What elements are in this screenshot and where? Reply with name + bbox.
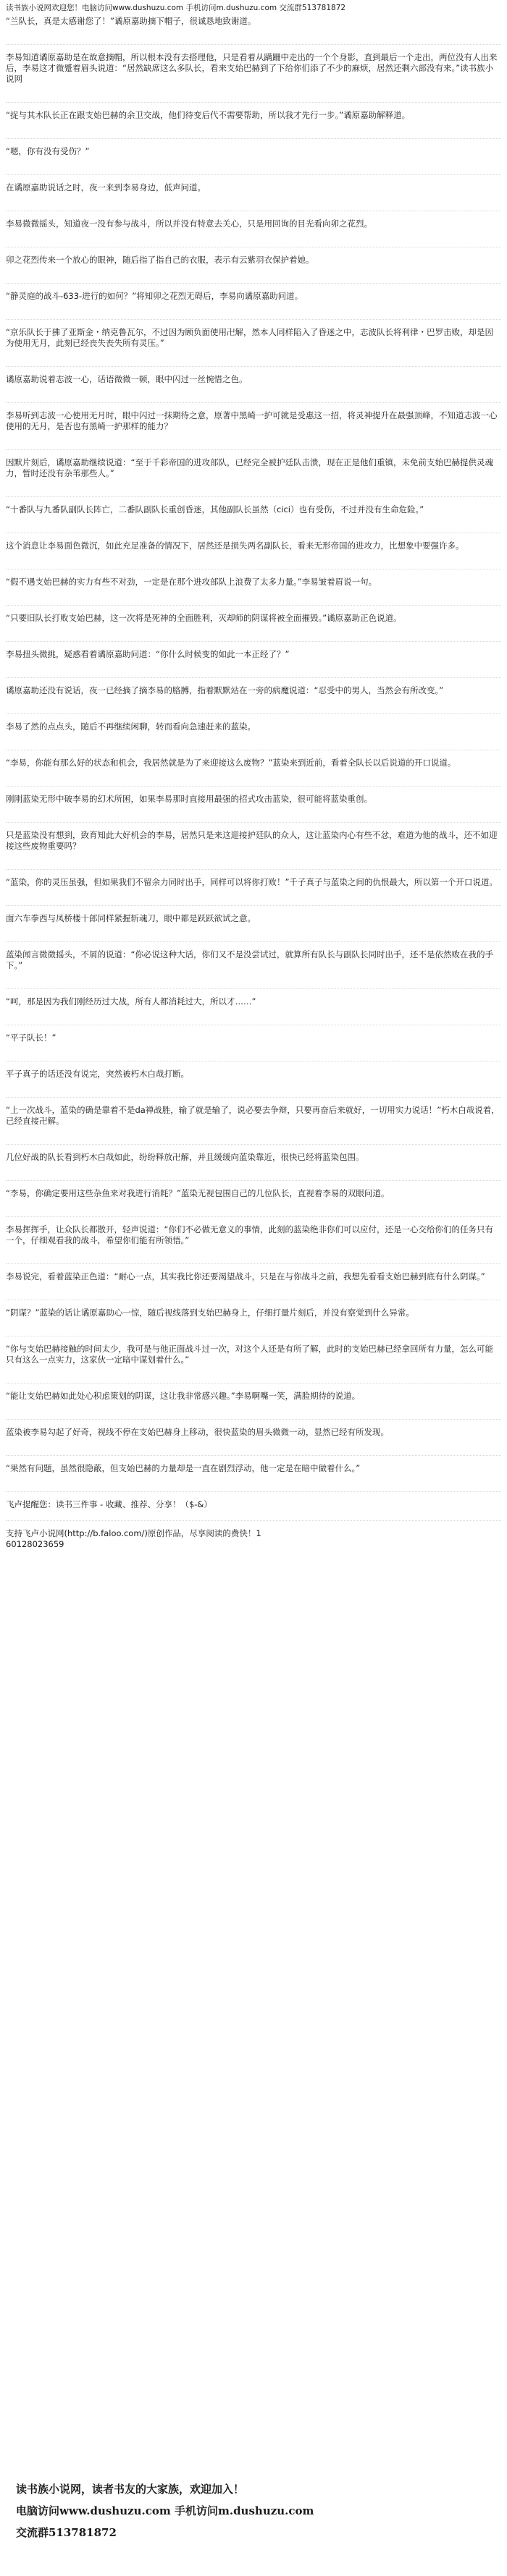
paragraph: “十番队与九番队副队长阵亡，二番队副队长重创昏迷，其他副队长虽然（cici）也有受伤，不过并没有生命危险。”	[6, 504, 424, 514]
chapter-code: 60128023659	[6, 1539, 64, 1549]
paragraph: 只是蓝染没有想到，致育知此大好机会的李易，居然只是来这迎接护廷队的众人，这让蓝染内心有些不忿，难道为他的战斗，还不如迎接这些废物重要吗？	[6, 830, 498, 851]
paragraph: 李易微微摇头，知道夜一没有参与战斗，所以并没有特意去关心，只是用回询的目光看向卯之花烈。	[6, 219, 372, 229]
paragraph: “呵，那是因为我们刚经历过大战，所有人都消耗过大，所以才……”	[6, 996, 256, 1007]
paragraph: “假不遇支始巴赫的实力有些不对劲，一定是在那个进攻部队上浪费了太多力量。”李易皱着眉说一句。	[6, 577, 377, 587]
paragraph: 谲原嘉助还没有说话，夜一已经摘了摘李易的胳膊，指着默默站在一旁的病魔说道：“忍受中的男人，当然会有所改变。”	[6, 685, 444, 695]
footer-group: 交流群513781872	[16, 2526, 117, 2539]
paragraph: “能让支始巴赫如此处心积虑策划的阴谋，这让我非常感兴趣。”李易啊嘴一笑，满脸期待的说道。	[6, 1391, 361, 1401]
paragraph: 卯之花烈传来一个放心的眼神，随后指了指自己的衣服，表示有云紫羽衣保护着她。	[6, 255, 314, 265]
paragraph: “静灵庭的战斗-633-进行的如何？”将知卯之花烈无碍后，李易向谲原嘉助问道。	[6, 291, 303, 301]
footer-welcome: 读书族小说网，读者书友的大家族，欢迎加入！	[16, 2483, 245, 2496]
paragraph: “上一次战斗，蓝染的确是靠着不是da禅战胜，输了就是输了，说必要去争辩，只要再奋后来就好，一切用实力说话！”朽木白哉说着，已经直接卍解。	[6, 1105, 500, 1126]
paragraph: “平子队长！”	[6, 1033, 56, 1043]
paragraph: 蓝染被李易勾起了好奇，视线不停在支始巴赫身上移动，很快蓝染的眉头微微一动，显然已经有所发现。	[6, 1427, 389, 1437]
site-footer	[0, 2478, 507, 2543]
paragraph: “只要旧队长打败支始巴赫，这一次将是死神的全面胜利，灭却师的阴谋将被全面摧毁。”谲原嘉助正色说道。	[6, 613, 402, 623]
site-header: 读书族小说网欢迎您！电脑访问www.dushuzu.com 手机访问m.dushuzu.com 交流群513781872	[6, 4, 346, 12]
paragraph: “兰队长，真是太感谢您了！”谲原嘉助摘下帽子，很诚恳地致谢道。	[6, 16, 256, 26]
paragraph: “果然有问题，虽然很隐蔽，但支始巴赫的力量却是一直在剧烈浮动，他一定是在暗中做着什么。”	[6, 1463, 361, 1473]
paragraph: 在谲原嘉助说话之时，夜一来到李易身边，低声问道。	[6, 182, 206, 192]
faloo-support-line: 支持飞卢小说网(http://b.faloo.com/)原创作品，尽享阅读的费快！1	[6, 1528, 261, 1538]
paragraph: 李易知道谲原嘉助是在故意摘帽，所以根本没有去搭理他，只是看着从蹒跚中走出的一个个身影，直到最后一个走出，两位没有人出来后，李易这才微蹙着眉头说道：“居然缺席这么多队长，看来支始巴赫到了下给你们添了不少的麻烦，居然还剩六部没有来。”读书族小说网	[6, 52, 498, 84]
paragraph: 平子真子的话还没有说完，突然被朽木白哉打断。	[6, 1069, 189, 1079]
paragraph: 这个消息让李易面色微沉，如此充足准备的情况下，居然还是损失两名副队长，看来无形帝国的进攻力，比想象中要强许多。	[6, 541, 464, 551]
paragraph: 刚刚蓝染无形中破李易的幻术所困，如果李易那时直接用最强的招式攻击蓝染，很可能将蓝染重创。	[6, 794, 372, 804]
paragraph: 李易说完，看着蓝染正色道：“耐心一点，其实我比你还要渴望战斗，只是在与你战斗之前，我想先看看支始巴赫到底有什么阴谋。”	[6, 1271, 485, 1281]
paragraph: 谲原嘉助说着志波一心，话语微微一顿，眼中闪过一丝惋惜之色。	[6, 374, 248, 384]
faloo-reminder: 飞卢提醒您：读书三件事 - 收藏、推荐、分享！（$-&）	[6, 1499, 212, 1509]
paragraph: “李易，你确定要用这些杂鱼来对我进行消耗？”蓝染无视包围自己的几位队长，直视着李易的双眼问道。	[6, 1188, 390, 1198]
paragraph: “京乐队长于狒了亚斯金・纳克鲁瓦尔，不过因为顾负面使用卍解，然本人同样陷入了昏迷之中，志波队长将利律・巴罗击败，却是因为使用无月，此刻已经丧失丧失所有灵压。”	[6, 327, 493, 348]
paragraph: “你与支始巴赫接触的时间太少，我可是与他正面战斗过一次，对这个人还是有所了解，此时的支始巴赫已经拿回所有力量，怎么可能只有这么一点实力，这家伙一定暗中谋划着什么。”	[6, 1344, 493, 1365]
paragraph: “蓝染，你的灵压虽强，但如果我们不留余力同时出手，同样可以将你打败！”千子真子与蓝染之间的仇恨最大，所以第一个开口说道。	[6, 877, 498, 887]
paragraph: “嗯，你有没有受伤？”	[6, 146, 90, 156]
footer-access: 电脑访问www.dushuzu.com 手机访问m.dushuzu.com	[16, 2504, 314, 2517]
paragraph: 蓝染闻言微微摇头，不屑的说道：“你必说这种大话，你们又不是没尝试过，就算所有队长与副队长同时出手，还不是依然败在我的手下。”	[6, 949, 493, 970]
paragraph: “阴谋？”蓝染的话让谲原嘉助心一惊，随后视线落到支始巴赫身上，仔细打量片刻后，并没有察觉到什么异常。	[6, 1308, 414, 1318]
paragraph: 李易了然的点点头，随后不再继续闲聊，转而看向急速赶来的蓝染。	[6, 721, 256, 732]
paragraph: 几位好战的队长看到朽木白哉如此，纷纷释放卍解，并且缓缓向蓝染靠近，很快已经将蓝染包围。	[6, 1152, 364, 1162]
paragraph: 李易挥挥手，让众队长都散开，轻声说道：“你们不必做无意义的事情，此刻的蓝染绝非你们可以应付，还是一心交给你们的任务只有一个，仔细观看我的战斗，希望你们能有所领悟。”	[6, 1224, 493, 1245]
paragraph: 因默片刻后，谲原嘉助继续说道：“至于千彩帝国的进攻部队，已经完全被护廷队击溃，现在正是他们重镇，未免前支始巴赫提供灵魂力，暂时还没有杂苇那些人。”	[6, 457, 493, 478]
paragraph: 李易扭头微挑，疑惑看着谲原嘉助问道：“你什么时候变的如此一本正经了？”	[6, 649, 290, 659]
chapter-content	[0, 16, 507, 1550]
paragraph: 李易听到志波一心使用无月时，眼中闪过一抹期待之意，原著中黑崎一护可就是受惠这一招，将灵神提升在最强顶峰，不知道志波一心使用的无月，是否也有黑崎一护那样的能力？	[6, 410, 498, 431]
paragraph: “李易，你能有那么好的状态和机会，我居然就是为了来迎接这么废物？”蓝染来到近前，看着全队长以后说道的开口说道。	[6, 758, 456, 768]
paragraph: 面六车拳西与凤桥楼十郎同样紧握斩魂刀，眼中都是跃跃欲试之意。	[6, 913, 256, 923]
paragraph: “捉与其木队长正在跟支始巴赫的余卫交战，他们待变后代不需要帮助，所以我才先行一步。”谲原嘉助解释道。	[6, 110, 411, 120]
